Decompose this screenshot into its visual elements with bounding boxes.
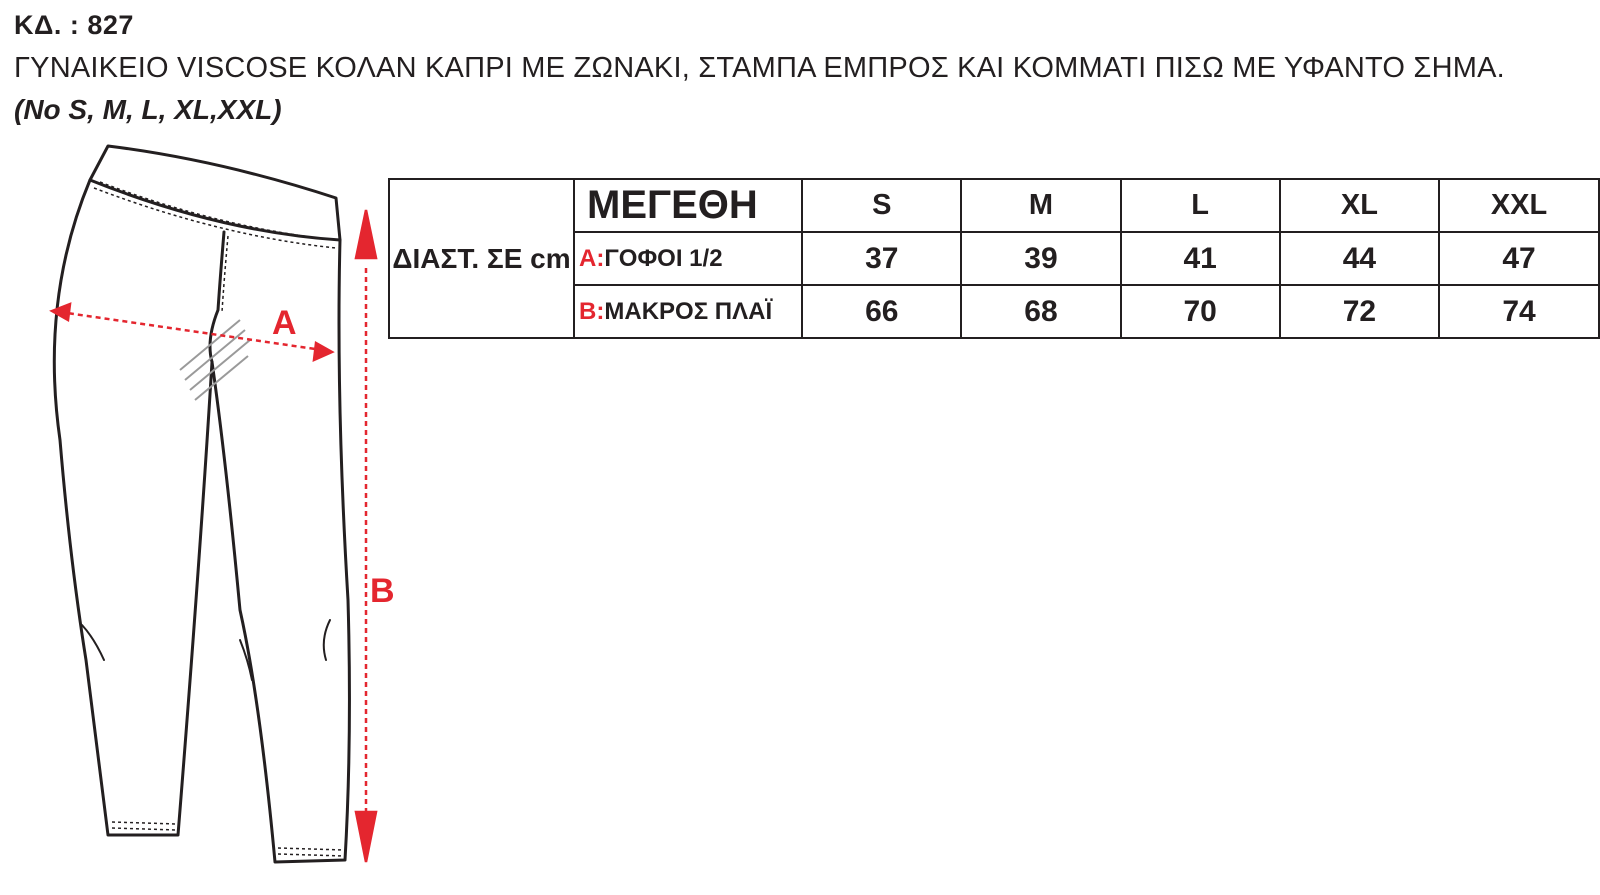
available-sizes: (No S, M, L, XL,XXL)	[14, 94, 282, 125]
table-cell: 39	[961, 232, 1120, 285]
left-leg-outline	[54, 180, 212, 835]
size-chart	[388, 178, 1600, 339]
size-header: XL	[1280, 179, 1439, 232]
table-cell: 74	[1439, 285, 1599, 338]
measurement-letter: A:	[579, 244, 605, 272]
sizes-title: ΜΕΓΕΘΗ	[574, 179, 802, 232]
table-cell: 41	[1121, 232, 1280, 285]
table-cell: 70	[1121, 285, 1280, 338]
product-code: ΚΔ. : 827	[14, 10, 134, 40]
table-cell: 47	[1439, 232, 1599, 285]
size-header: L	[1121, 179, 1280, 232]
dimensions-label: ΔΙΑΣΤ. ΣΕ cm	[389, 179, 574, 338]
table-cell: 72	[1280, 285, 1439, 338]
table-row	[389, 179, 1599, 232]
table-cell: 68	[961, 285, 1120, 338]
measurement-name: ΓΟΦΟΙ 1/2	[604, 244, 723, 272]
product-description: ΓΥΝΑΙΚΕΙΟ VISCOSE ΚΟΛΑΝ ΚΑΠΡΙ ΜΕ ΖΩΝΑΚΙ, ΣΤΑΜΠΑ ΕΜΠΡΟΣ ΚΑΙ ΚΟΜΜΑΤΙ ΠΙΣΩ ΜΕ ΥΦΑΝΤΟ ΣΗΜΑ.	[14, 52, 1505, 84]
size-header: M	[961, 179, 1120, 232]
leggings-drawing	[30, 140, 410, 880]
table-cell: 44	[1280, 232, 1439, 285]
size-header: S	[802, 179, 961, 232]
measurement-name: ΜΑΚΡΟΣ ΠΛΑΪ	[604, 297, 773, 325]
measurement-label	[574, 285, 802, 338]
label-a: A	[272, 304, 297, 342]
label-b: B	[370, 572, 395, 610]
measurement-label	[574, 232, 802, 285]
table-cell: 66	[802, 285, 961, 338]
measurement-letter: B:	[579, 297, 605, 325]
size-header: XXL	[1439, 179, 1599, 232]
table-cell: 37	[802, 232, 961, 285]
